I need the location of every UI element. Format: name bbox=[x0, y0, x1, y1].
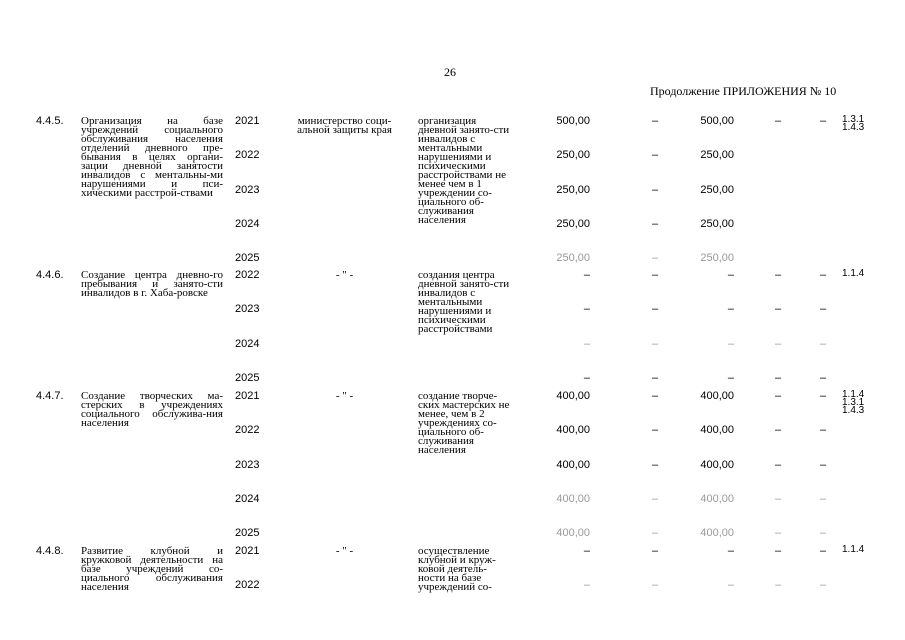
regional-amount: 250,00 bbox=[700, 252, 734, 265]
executor: - " - bbox=[335, 269, 354, 281]
federal-amount: – bbox=[651, 545, 659, 557]
total-amount: – bbox=[583, 303, 590, 316]
total-amount: – bbox=[583, 269, 590, 281]
page-number: 26 bbox=[444, 65, 456, 79]
regional-amount: – bbox=[727, 303, 734, 316]
other-amount: – bbox=[819, 545, 827, 557]
other-amount: – bbox=[819, 337, 827, 350]
regional-amount: 400,00 bbox=[700, 424, 734, 437]
other-amount: – bbox=[819, 390, 827, 402]
measure-name: Развитие клубной и кружковой деятельности на базе учреждений со-циального обслуживания населения bbox=[81, 545, 223, 593]
municipal-amount: – bbox=[774, 545, 782, 557]
federal-amount: – bbox=[651, 579, 659, 592]
regional-amount: 400,00 bbox=[700, 390, 734, 402]
executor: - " - bbox=[335, 545, 354, 557]
regional-amount: 250,00 bbox=[700, 183, 734, 196]
federal-amount: – bbox=[651, 269, 659, 281]
other-amount: – bbox=[819, 371, 827, 384]
indicator-codes bbox=[842, 116, 864, 132]
year: 2023 bbox=[235, 458, 260, 471]
federal-amount: – bbox=[651, 390, 659, 402]
indicator-codes bbox=[842, 270, 864, 278]
other-amount: – bbox=[819, 492, 827, 505]
regional-amount: – bbox=[727, 579, 734, 592]
row-number: 4.4.7. bbox=[36, 390, 64, 402]
total-amount: 400,00 bbox=[556, 458, 590, 471]
total-amount: 250,00 bbox=[556, 252, 590, 265]
regional-amount: – bbox=[727, 337, 734, 350]
row-number: 4.4.5. bbox=[36, 115, 64, 127]
indicator-code: 1.1.4 bbox=[842, 268, 865, 279]
expected-result: осуществление клубной и круж-ковой деятель-ности на базе учреждений со- bbox=[418, 545, 496, 593]
federal-amount: – bbox=[651, 303, 659, 316]
total-amount: 500,00 bbox=[556, 115, 590, 127]
regional-amount: 400,00 bbox=[700, 492, 734, 505]
total-amount: 250,00 bbox=[556, 217, 590, 230]
total-amount: 400,00 bbox=[556, 424, 590, 437]
indicator-code: 1.1.4 bbox=[842, 544, 865, 555]
other-amount: – bbox=[819, 579, 827, 592]
regional-amount: 250,00 bbox=[700, 217, 734, 230]
total-amount: – bbox=[583, 337, 590, 350]
row-number: 4.4.6. bbox=[36, 269, 64, 281]
municipal-amount: – bbox=[774, 371, 782, 384]
indicator-code: 1.4.3 bbox=[842, 122, 865, 133]
other-amount: – bbox=[819, 458, 827, 471]
federal-amount: – bbox=[651, 492, 659, 505]
federal-amount: – bbox=[651, 149, 659, 162]
expected-result: организация дневной занято-сти инвалидов с ментальными нарушениями и психическими расстройствами не менее чем в 1 учреждении со-циального об-служивания населения bbox=[418, 115, 510, 226]
year: 2025 bbox=[235, 527, 260, 540]
indicator-code: 1.3.1 bbox=[842, 397, 865, 408]
year: 2021 bbox=[235, 545, 260, 557]
other-amount: – bbox=[819, 269, 827, 281]
measure-name: Создание центра дневно-го пребывания и занято-сти инвалидов в г. Хаба-ровске bbox=[81, 269, 223, 299]
federal-amount: – bbox=[651, 183, 659, 196]
year: 2022 bbox=[235, 424, 260, 437]
regional-amount: – bbox=[727, 545, 734, 557]
federal-amount: – bbox=[651, 115, 659, 127]
federal-amount: – bbox=[651, 424, 659, 437]
other-amount: – bbox=[819, 115, 827, 127]
measure-name: Организация на базе учреждений социального обслуживания населения отделений дневного пре-бывания в целях органи-зации дневной занятости инвалидов с ментальны-ми нарушениями и пси-хическими расстрой-ствами bbox=[81, 115, 223, 199]
total-amount: – bbox=[583, 371, 590, 384]
year: 2022 bbox=[235, 579, 260, 592]
regional-amount: – bbox=[727, 269, 734, 281]
year: 2021 bbox=[235, 390, 260, 402]
total-amount: – bbox=[583, 579, 590, 592]
other-amount: – bbox=[819, 424, 827, 437]
federal-amount: – bbox=[651, 371, 659, 384]
year: 2024 bbox=[235, 217, 260, 230]
municipal-amount: – bbox=[774, 458, 782, 471]
other-amount: – bbox=[819, 527, 827, 540]
regional-amount: 250,00 bbox=[700, 149, 734, 162]
year: 2022 bbox=[235, 269, 260, 281]
year: 2024 bbox=[235, 492, 260, 505]
other-amount: – bbox=[819, 303, 827, 316]
municipal-amount: – bbox=[774, 390, 782, 402]
appendix-continuation-header: Продолжение ПРИЛОЖЕНИЯ № 10 bbox=[650, 84, 837, 98]
indicator-code: 1.1.4 bbox=[842, 389, 865, 400]
year: 2021 bbox=[235, 115, 260, 127]
year: 2022 bbox=[235, 149, 260, 162]
total-amount: 250,00 bbox=[556, 183, 590, 196]
municipal-amount: – bbox=[774, 115, 782, 127]
federal-amount: – bbox=[651, 252, 659, 265]
total-amount: 400,00 bbox=[556, 390, 590, 402]
indicator-code: 1.3.1 bbox=[842, 114, 865, 125]
total-amount: 250,00 bbox=[556, 149, 590, 162]
year: 2025 bbox=[235, 371, 260, 384]
year: 2024 bbox=[235, 337, 260, 350]
executor: - " - bbox=[335, 390, 354, 402]
year: 2023 bbox=[235, 183, 260, 196]
total-amount: 400,00 bbox=[556, 492, 590, 505]
expected-result: создания центра дневной занято-сти инвалидов с ментальными нарушениями и психическими расстройствами bbox=[418, 269, 510, 335]
indicator-code: 1.4.3 bbox=[842, 405, 865, 416]
regional-amount: 400,00 bbox=[700, 458, 734, 471]
federal-amount: – bbox=[651, 337, 659, 350]
federal-amount: – bbox=[651, 217, 659, 230]
municipal-amount: – bbox=[774, 303, 782, 316]
municipal-amount: – bbox=[774, 424, 782, 437]
municipal-amount: – bbox=[774, 269, 782, 281]
year: 2023 bbox=[235, 303, 260, 316]
federal-amount: – bbox=[651, 527, 659, 540]
municipal-amount: – bbox=[774, 579, 782, 592]
municipal-amount: – bbox=[774, 527, 782, 540]
total-amount: – bbox=[583, 545, 590, 557]
municipal-amount: – bbox=[774, 492, 782, 505]
expected-result: создание творче-ских мастерских не менее, чем в 2 учреждениях со-циального об-служивания населения bbox=[418, 390, 510, 456]
measure-name: Создание творческих ма-стерских в учреждениях социального обслужива-ния населения bbox=[81, 390, 223, 429]
row-number: 4.4.8. bbox=[36, 545, 64, 557]
executor: министерство соци-альной защиты края bbox=[297, 115, 392, 136]
indicator-codes bbox=[842, 546, 864, 554]
indicator-codes bbox=[842, 391, 864, 415]
federal-amount: – bbox=[651, 458, 659, 471]
regional-amount: – bbox=[727, 371, 734, 384]
year: 2025 bbox=[235, 252, 260, 265]
regional-amount: 400,00 bbox=[700, 527, 734, 540]
total-amount: 400,00 bbox=[556, 527, 590, 540]
regional-amount: 500,00 bbox=[700, 115, 734, 127]
municipal-amount: – bbox=[774, 337, 782, 350]
